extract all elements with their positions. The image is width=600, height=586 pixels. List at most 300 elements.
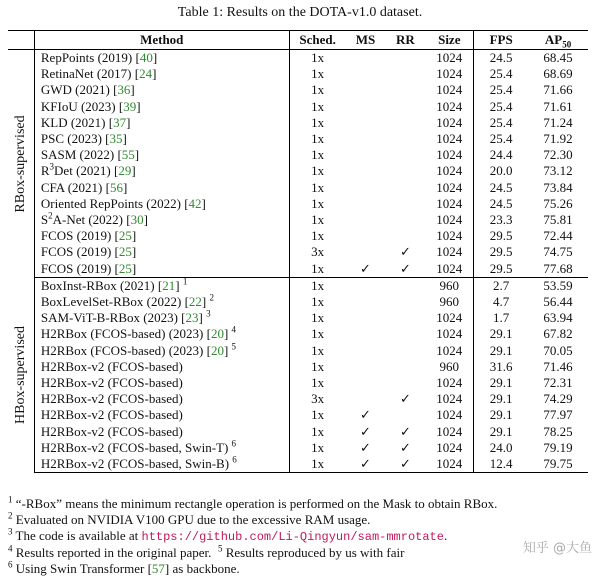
ms-check-cell xyxy=(346,66,386,82)
method-bracket: ] xyxy=(122,179,128,195)
ms-check-cell xyxy=(346,343,386,359)
citation-link[interactable]: 25 xyxy=(118,244,132,260)
ms-check-cell xyxy=(346,391,386,407)
rr-check-cell xyxy=(385,196,425,212)
sched-cell: 1x xyxy=(311,195,325,211)
method-prefix-superscript: 3 xyxy=(49,162,55,173)
footnote-marker: 6 xyxy=(232,454,237,465)
fps-cell: 29.1 xyxy=(489,342,513,358)
footnote-marker: 3 xyxy=(206,308,211,319)
sched-cell: 1x xyxy=(311,212,325,228)
method-cell xyxy=(34,50,289,67)
method-name: H2RBox (FCOS-based) (2023) [ xyxy=(40,326,211,342)
table-row xyxy=(8,407,588,423)
size-cell: 1024 xyxy=(425,343,473,359)
sched-cell: 1x xyxy=(311,342,325,358)
citation-link[interactable]: 24 xyxy=(139,66,153,82)
citation-link[interactable]: 36 xyxy=(117,82,131,98)
table-row xyxy=(8,391,588,407)
ap-cell: 68.69 xyxy=(543,66,573,82)
sched-cell: 1x xyxy=(311,375,325,391)
size-cell: 1024 xyxy=(425,66,473,82)
fps-cell: 31.6 xyxy=(489,358,513,374)
method-prefix-superscript: 2 xyxy=(48,210,53,221)
citation-link[interactable]: 22 xyxy=(188,294,202,310)
ap-cell: 79.75 xyxy=(528,456,588,473)
footnote-3-prefix: The code is available at xyxy=(15,528,142,543)
ms-check-cell: ✓ xyxy=(360,423,371,439)
ap-header-subscript: 50 xyxy=(562,39,572,50)
fps-cell: 29.1 xyxy=(489,326,513,342)
table-row xyxy=(8,196,588,212)
rr-check-cell xyxy=(385,50,425,67)
fps-cell: 12.4 xyxy=(474,456,528,473)
method-name: RepPoints (2019) [ xyxy=(40,50,140,65)
citation-link[interactable]: 37 xyxy=(113,114,127,130)
table-row xyxy=(8,82,588,98)
method-bracket: ] xyxy=(223,326,229,342)
citation-link[interactable]: 40 xyxy=(139,50,153,65)
rr-check-cell xyxy=(385,326,425,342)
method-name: PSC (2023) [ xyxy=(40,131,110,147)
citation-link[interactable]: 20 xyxy=(210,326,224,342)
method-bracket: ] xyxy=(175,277,180,293)
footnote-marker: 6 xyxy=(231,438,237,449)
method-cell xyxy=(34,277,289,294)
fps-cell: 25.4 xyxy=(489,66,513,82)
rr-check-cell: ✓ xyxy=(399,439,411,455)
citation-link[interactable]: 21 xyxy=(162,277,176,293)
table-row xyxy=(8,294,588,310)
footnote-6-ref[interactable]: 57 xyxy=(151,561,165,576)
size-cell: 1024 xyxy=(425,326,473,342)
table-row xyxy=(8,115,588,131)
method-name: H2RBox-v2 (FCOS-based, Swin-B) xyxy=(40,456,230,472)
ap-cell: 73.84 xyxy=(543,179,573,195)
fps-cell: 29.1 xyxy=(489,423,513,439)
method-name: FCOS (2019) [ xyxy=(40,244,119,260)
sched-header: Sched. xyxy=(289,31,345,50)
footnote-marker: 2 xyxy=(209,292,215,303)
fps-cell: 24.0 xyxy=(489,439,513,455)
watermark: 知乎 @大鱼 xyxy=(522,541,592,556)
method-name: A-Net (2022) [ xyxy=(52,212,131,228)
method-name: Det (2021) [ xyxy=(54,163,119,179)
method-name: FCOS (2019) [ xyxy=(40,260,119,276)
method-bracket: ] xyxy=(131,163,136,179)
footnote-6-suffix: ] as backbone. xyxy=(164,561,240,576)
method-bracket: ] xyxy=(201,195,206,211)
ap-cell: 63.94 xyxy=(543,310,573,326)
ap-cell: 73.12 xyxy=(543,163,573,179)
size-cell: 1024 xyxy=(425,50,473,67)
footnote-3-link[interactable]: https://github.com/Li-Qingyun/sam-mmrotate xyxy=(141,530,444,544)
rr-check-cell xyxy=(385,99,425,115)
footnote-marker: 5 xyxy=(231,341,237,352)
rr-check-cell xyxy=(385,82,425,98)
method-bracket: ] xyxy=(152,50,158,65)
table-row xyxy=(8,359,588,375)
fps-cell: 29.5 xyxy=(489,228,513,244)
size-cell: 960 xyxy=(425,359,473,375)
table-row xyxy=(8,440,588,456)
method-cell xyxy=(34,407,289,423)
rr-check-cell: ✓ xyxy=(385,261,425,278)
ms-check-cell xyxy=(346,228,386,244)
ms-check-cell xyxy=(346,50,386,67)
rr-check-cell xyxy=(385,310,425,326)
ms-check-cell: ✓ xyxy=(346,456,386,473)
ap-cell: 71.24 xyxy=(543,114,573,130)
ms-check-cell xyxy=(346,359,386,375)
size-cell: 1024 xyxy=(425,440,473,456)
citation-link[interactable]: 55 xyxy=(121,147,135,163)
method-name: Oriented RepPoints (2022) [ xyxy=(40,195,189,211)
rr-check-cell xyxy=(385,131,425,147)
sched-cell: 1x xyxy=(311,147,325,163)
sched-cell: 3x xyxy=(311,391,325,407)
ap-cell: 70.05 xyxy=(543,342,573,358)
method-bracket: ] xyxy=(223,342,229,358)
hbox-group-label: HBox-supervised xyxy=(12,326,28,425)
sched-cell: 3x xyxy=(311,244,325,260)
citation-link[interactable]: 42 xyxy=(188,195,202,211)
ap-cell: 71.66 xyxy=(543,82,573,98)
ms-check-cell xyxy=(346,115,386,131)
footnote-5-mark: 5 xyxy=(217,543,223,554)
ap-cell: 67.82 xyxy=(543,326,573,342)
group-header-cell xyxy=(8,31,34,50)
footnote-1-text: “-RBox” means the minimum rectangle operation is performed on the Mask to obtain RBox. xyxy=(15,496,498,511)
method-name: H2RBox (FCOS-based) (2023) [ xyxy=(40,342,211,358)
footnote-3-suffix: . xyxy=(443,528,448,543)
rr-check-cell xyxy=(385,407,425,423)
footnote-3 xyxy=(8,528,598,545)
method-name: H2RBox-v2 (FCOS-based) xyxy=(40,358,183,374)
sched-cell: 1x xyxy=(311,82,325,98)
ms-check-cell: ✓ xyxy=(346,261,386,278)
ms-check-cell xyxy=(346,277,386,294)
size-cell: 1024 xyxy=(425,310,473,326)
footnote-4-text: Results reported in the original paper. xyxy=(15,545,212,560)
ap-cell: 79.19 xyxy=(543,439,573,455)
ap-cell: 56.44 xyxy=(543,294,573,310)
footnote-6 xyxy=(8,561,598,577)
fps-cell: 20.0 xyxy=(489,163,513,179)
sched-cell: 1x xyxy=(311,179,325,195)
ms-check-cell xyxy=(346,244,386,260)
citation-link[interactable]: 25 xyxy=(118,260,132,276)
method-name: BoxLevelSet-RBox (2022) [ xyxy=(40,294,189,310)
method-bracket: ] xyxy=(131,260,137,276)
fps-header: FPS xyxy=(474,31,528,50)
method-cell xyxy=(34,375,289,391)
ap-cell: 71.46 xyxy=(543,358,573,374)
table-row xyxy=(8,310,588,326)
method-bracket: ] xyxy=(136,98,141,114)
fps-cell: 29.5 xyxy=(474,261,528,278)
sched-cell: 1x xyxy=(311,439,325,455)
fps-cell: 25.4 xyxy=(489,131,513,147)
method-cell xyxy=(34,310,289,326)
size-cell: 1024 xyxy=(425,131,473,147)
sched-cell: 1x xyxy=(311,131,325,147)
table-row xyxy=(8,228,588,244)
fps-cell: 24.4 xyxy=(489,147,513,163)
rr-check-cell: ✓ xyxy=(399,391,411,407)
ap-cell: 74.75 xyxy=(543,244,573,260)
table-row xyxy=(8,131,588,147)
footnote-6-prefix: Using Swin Transformer [ xyxy=(15,561,152,576)
method-cell xyxy=(34,228,289,244)
table-row xyxy=(8,456,588,473)
ms-check-cell xyxy=(346,212,386,228)
ap-cell: 71.61 xyxy=(543,98,573,114)
ms-check-cell xyxy=(346,99,386,115)
method-name: KLD (2021) [ xyxy=(40,114,114,130)
ms-check-cell xyxy=(346,163,386,179)
footnote-2-mark: 2 xyxy=(8,510,13,521)
sched-cell: 1x xyxy=(311,50,325,65)
table-row xyxy=(8,424,588,440)
sched-cell: 1x xyxy=(289,456,345,473)
size-cell: 1024 xyxy=(425,163,473,179)
size-cell: 1024 xyxy=(425,456,473,473)
method-name: CFA (2021) [ xyxy=(40,179,110,195)
method-name: KFIoU (2023) [ xyxy=(40,98,124,114)
method-cell xyxy=(34,99,289,115)
method-bracket: ] xyxy=(198,310,203,326)
size-cell: 1024 xyxy=(425,99,473,115)
ap-cell: 53.59 xyxy=(543,277,573,293)
size-cell: 1024 xyxy=(425,261,473,278)
method-cell xyxy=(34,212,289,228)
method-prefix: S xyxy=(40,212,49,228)
ap-cell: 75.81 xyxy=(543,212,573,228)
fps-cell: 25.4 xyxy=(489,98,513,114)
sched-cell: 1x xyxy=(311,114,325,130)
footnote-4-mark: 4 xyxy=(8,543,13,554)
ap-cell: 72.31 xyxy=(543,375,573,391)
method-bracket: ] xyxy=(152,66,157,82)
method-bracket: ] xyxy=(126,114,131,130)
size-cell: 960 xyxy=(425,294,473,310)
method-name: SASM (2022) [ xyxy=(40,147,122,163)
size-cell: 1024 xyxy=(425,391,473,407)
rr-check-cell xyxy=(385,277,425,294)
fps-cell: 25.4 xyxy=(489,114,513,130)
table-row xyxy=(8,375,588,391)
rr-check-cell xyxy=(385,228,425,244)
sched-cell: 1x xyxy=(311,66,325,82)
size-cell: 1024 xyxy=(425,82,473,98)
rr-check-cell xyxy=(385,343,425,359)
footnote-1 xyxy=(8,496,598,512)
method-cell xyxy=(34,359,289,375)
table-row xyxy=(8,326,588,342)
method-cell xyxy=(34,343,289,359)
rr-check-cell xyxy=(385,294,425,310)
citation-link[interactable]: 56 xyxy=(109,179,123,195)
ms-check-cell xyxy=(346,131,386,147)
sched-cell: 1x xyxy=(311,277,325,293)
size-cell: 1024 xyxy=(425,115,473,131)
method-name: H2RBox-v2 (FCOS-based) xyxy=(40,375,183,391)
rr-check-cell: ✓ xyxy=(399,244,411,260)
fps-cell: 29.1 xyxy=(489,407,513,423)
ap-cell: 77.68 xyxy=(528,261,588,278)
citation-link[interactable]: 35 xyxy=(109,131,123,147)
method-cell xyxy=(34,82,289,98)
ms-check-cell xyxy=(346,196,386,212)
sched-cell: 1x xyxy=(311,310,325,326)
ms-check-cell xyxy=(346,147,386,163)
method-name: H2RBox-v2 (FCOS-based, Swin-T) xyxy=(40,439,229,455)
footnote-2 xyxy=(8,512,598,528)
method-cell xyxy=(34,424,289,440)
method-bracket: ] xyxy=(131,228,137,244)
rr-check-cell: ✓ xyxy=(385,456,425,473)
size-header: Size xyxy=(425,31,473,50)
table-row xyxy=(8,212,588,228)
ap-cell: 68.45 xyxy=(543,50,573,65)
method-name: H2RBox-v2 (FCOS-based) xyxy=(40,407,183,423)
table-row xyxy=(8,99,588,115)
ms-header: MS xyxy=(346,31,386,50)
method-name: SAM-ViT-B-RBox (2023) [ xyxy=(40,310,186,326)
size-cell: 1024 xyxy=(425,228,473,244)
sched-cell: 1x xyxy=(311,326,325,342)
method-name: H2RBox-v2 (FCOS-based) xyxy=(40,391,183,407)
method-bracket: ] xyxy=(143,212,148,228)
hbox-group-cell xyxy=(8,277,34,472)
footnotes xyxy=(8,496,598,577)
fps-cell: 29.1 xyxy=(489,391,513,407)
fps-cell: 25.4 xyxy=(489,82,513,98)
method-cell xyxy=(34,456,289,473)
fps-cell: 24.5 xyxy=(489,195,513,211)
method-name: FCOS (2019) [ xyxy=(40,228,119,244)
fps-cell: 29.1 xyxy=(489,375,513,391)
method-cell xyxy=(34,66,289,82)
citation-link[interactable]: 39 xyxy=(123,98,137,114)
method-cell xyxy=(34,294,289,310)
rr-check-cell xyxy=(385,180,425,196)
footnote-marker: 1 xyxy=(182,276,188,287)
rr-check-cell xyxy=(385,115,425,131)
ap-cell: 72.44 xyxy=(543,228,573,244)
method-cell xyxy=(34,391,289,407)
size-cell: 1024 xyxy=(425,212,473,228)
method-cell xyxy=(34,115,289,131)
ap-cell: 72.30 xyxy=(543,147,573,163)
rr-check-cell xyxy=(385,359,425,375)
sched-cell: 1x xyxy=(311,98,325,114)
sched-cell: 1x xyxy=(311,423,325,439)
method-cell xyxy=(34,440,289,456)
method-name: BoxInst-RBox (2021) [ xyxy=(40,277,163,293)
method-cell xyxy=(34,326,289,342)
size-cell: 1024 xyxy=(425,244,473,260)
sched-cell: 1x xyxy=(311,228,325,244)
size-cell: 1024 xyxy=(425,196,473,212)
table-row xyxy=(8,343,588,359)
rr-check-cell xyxy=(385,375,425,391)
footnote-marker: 4 xyxy=(231,325,237,336)
table-row xyxy=(8,66,588,82)
size-cell: 1024 xyxy=(425,147,473,163)
ms-check-cell xyxy=(346,82,386,98)
ms-check-cell xyxy=(346,326,386,342)
size-cell: 1024 xyxy=(425,424,473,440)
fps-cell: 1.7 xyxy=(493,310,510,326)
table-row xyxy=(8,163,588,179)
method-bracket: ] xyxy=(130,82,135,98)
rr-check-cell: ✓ xyxy=(399,423,411,439)
citation-link[interactable]: 29 xyxy=(118,163,132,179)
method-bracket: ] xyxy=(201,294,207,310)
method-name: RetinaNet (2017) [ xyxy=(40,66,140,82)
size-cell: 1024 xyxy=(425,407,473,423)
size-cell: 960 xyxy=(425,277,473,294)
ap-header xyxy=(528,31,588,50)
sched-cell: 1x xyxy=(289,261,345,278)
method-cell xyxy=(34,147,289,163)
fps-cell: 24.5 xyxy=(489,50,513,65)
footnote-5-text: Results reproduced by us with fair xyxy=(225,545,405,560)
citation-link[interactable]: 23 xyxy=(185,310,199,326)
citation-link[interactable]: 20 xyxy=(210,342,224,358)
method-bracket: ] xyxy=(122,131,127,147)
method-cell xyxy=(34,261,289,278)
fps-cell: 24.5 xyxy=(489,179,513,195)
sched-cell: 1x xyxy=(311,407,325,423)
table-caption: Table 1: Results on the DOTA-v1.0 dataset. xyxy=(177,5,423,20)
rr-check-cell xyxy=(385,212,425,228)
rr-header: RR xyxy=(385,31,425,50)
ms-check-cell: ✓ xyxy=(360,439,371,455)
method-cell xyxy=(34,244,289,260)
citation-link[interactable]: 25 xyxy=(118,228,132,244)
fps-cell: 29.5 xyxy=(489,244,513,260)
table-row xyxy=(8,50,588,67)
method-bracket: ] xyxy=(131,244,137,260)
rbox-group-label: RBox-supervised xyxy=(12,115,28,213)
ms-check-cell: ✓ xyxy=(360,407,371,423)
fps-cell: 4.7 xyxy=(493,294,510,310)
table-row xyxy=(8,277,588,294)
citation-link[interactable]: 30 xyxy=(130,212,144,228)
size-cell: 1024 xyxy=(425,180,473,196)
method-cell xyxy=(34,196,289,212)
ms-check-cell xyxy=(346,180,386,196)
method-prefix: R xyxy=(40,163,50,179)
method-bracket: ] xyxy=(134,147,140,163)
ap-cell: 74.29 xyxy=(543,391,573,407)
ms-check-cell xyxy=(346,310,386,326)
results-table xyxy=(8,30,588,473)
table-row xyxy=(8,244,588,260)
rr-check-cell xyxy=(385,147,425,163)
ms-check-cell xyxy=(346,294,386,310)
footnote-6-mark: 6 xyxy=(8,559,13,570)
ap-cell: 75.26 xyxy=(543,195,573,211)
sched-cell: 1x xyxy=(311,163,325,179)
method-cell xyxy=(34,131,289,147)
fps-cell: 23.3 xyxy=(489,212,513,228)
method-name: GWD (2021) [ xyxy=(40,82,118,98)
table-row xyxy=(8,261,588,278)
